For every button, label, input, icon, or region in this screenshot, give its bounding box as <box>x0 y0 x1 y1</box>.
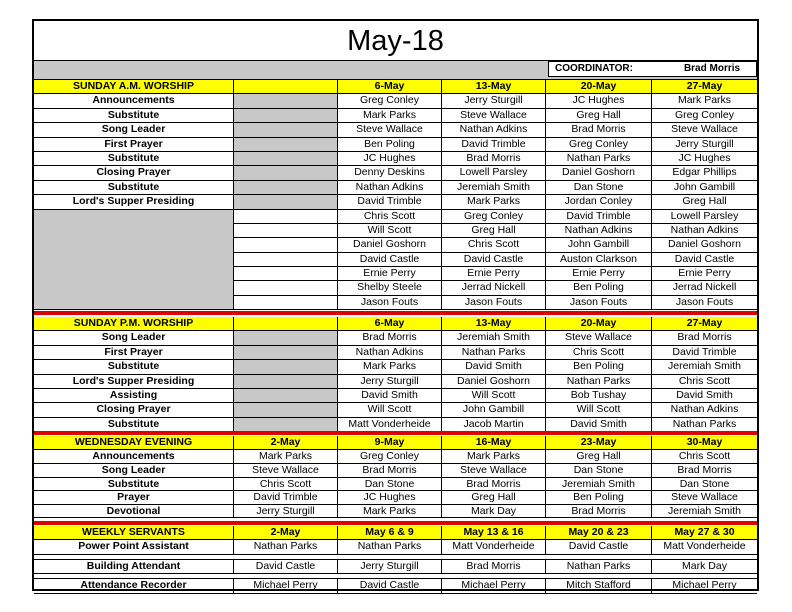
assignee-cell: Nathan Adkins <box>338 181 442 195</box>
server-cell: David Castle <box>652 253 757 267</box>
assignee-cell: John Gambill <box>652 181 757 195</box>
section-title: SUNDAY A.M. WORSHIP <box>34 80 234 94</box>
server-cell: Nathan Adkins <box>546 224 652 238</box>
assignee-cell: Nathan Parks <box>234 540 338 554</box>
server-cell: Jason Fouts <box>546 296 652 310</box>
empty-cell <box>234 138 338 152</box>
assignee-cell: Greg Hall <box>546 450 652 464</box>
table-row <box>34 505 757 519</box>
assignee-cell: David Smith <box>338 389 442 403</box>
assignee-cell: JC Hughes <box>652 152 757 166</box>
role-label: Substitute <box>34 418 234 432</box>
assignee-cell: Nathan Parks <box>442 346 546 360</box>
empty-cell <box>234 296 338 310</box>
date-header <box>234 80 338 94</box>
assignee-cell: Chris Scott <box>234 478 338 492</box>
assignee-cell: Ben Poling <box>546 491 652 505</box>
role-label: Substitute <box>34 360 234 374</box>
role-label: Power Point Assistant <box>34 540 234 554</box>
assignee-cell: Mark Parks <box>442 195 546 209</box>
role-label: Lord's Supper Presiding <box>34 195 234 209</box>
assignee-cell: Chris Scott <box>652 375 757 389</box>
assignee-cell: Michael Perry <box>234 579 338 593</box>
assignee-cell: Mitch Stafford <box>546 579 652 593</box>
server-cell: Ernie Perry <box>652 267 757 281</box>
section-header-row <box>34 526 757 540</box>
empty-cell <box>234 123 338 137</box>
assignee-cell: Jeremiah Smith <box>442 331 546 345</box>
assignee-cell: David Smith <box>652 389 757 403</box>
role-label: Prayer <box>34 491 234 505</box>
empty-cell <box>234 253 338 267</box>
assignee-cell: Daniel Goshorn <box>442 375 546 389</box>
assignee-cell: Lowell Parsley <box>442 166 546 180</box>
assignee-cell: Matt Vonderheide <box>442 540 546 554</box>
role-label: Announcements <box>34 450 234 464</box>
assignee-cell: Steve Wallace <box>652 123 757 137</box>
assignee-cell: Nathan Parks <box>338 540 442 554</box>
table-row <box>34 195 757 209</box>
date-header: May 27 & 30 <box>652 526 757 540</box>
assignee-cell: Jordan Conley <box>546 195 652 209</box>
assignee-cell: Greg Conley <box>546 138 652 152</box>
role-label: Substitute <box>34 109 234 123</box>
server-cell: Ernie Perry <box>338 267 442 281</box>
empty-cell <box>234 181 338 195</box>
role-label: First Prayer <box>34 346 234 360</box>
table-row <box>34 346 757 360</box>
section-title: WEEKLY SERVANTS <box>34 526 234 540</box>
assignee-cell: Brad Morris <box>442 152 546 166</box>
assignee-cell: Greg Conley <box>652 109 757 123</box>
role-label: Song Leader <box>34 464 234 478</box>
server-cell: Daniel Goshorn <box>338 238 442 252</box>
role-label: Lord's Supper Presiding <box>34 375 234 389</box>
date-header: May 13 & 16 <box>442 526 546 540</box>
server-cell: Will Scott <box>338 224 442 238</box>
assignee-cell: Michael Perry <box>442 579 546 593</box>
role-label: First Prayer <box>34 138 234 152</box>
assignee-cell: Ben Poling <box>338 138 442 152</box>
schedule-sheet <box>32 19 759 591</box>
wednesday-section <box>34 436 757 518</box>
server-row <box>234 296 757 310</box>
section-divider <box>34 521 757 525</box>
assignee-cell: Matt Vonderheide <box>652 540 757 554</box>
assignee-cell: Brad Morris <box>338 464 442 478</box>
section-divider <box>34 311 757 315</box>
assignee-cell: Chris Scott <box>652 450 757 464</box>
assignee-cell: Steve Wallace <box>338 123 442 137</box>
assignee-cell: Will Scott <box>442 389 546 403</box>
date-header: 16-May <box>442 436 546 450</box>
empty-cell <box>234 94 338 108</box>
table-row <box>34 166 757 180</box>
assignee-cell: Mark Parks <box>338 360 442 374</box>
weekly-servants-section <box>34 526 757 594</box>
assignee-cell: Mark Parks <box>652 94 757 108</box>
assignee-cell: Nathan Parks <box>652 418 757 432</box>
empty-cell <box>234 238 338 252</box>
server-row <box>234 238 757 252</box>
date-header: 20-May <box>546 317 652 331</box>
assignee-cell: Mark Parks <box>234 450 338 464</box>
section-title: WEDNESDAY EVENING <box>34 436 234 450</box>
empty-cell <box>234 224 338 238</box>
assignee-cell: David Trimble <box>652 346 757 360</box>
sunday-am-section <box>34 80 757 310</box>
assignee-cell: Greg Hall <box>442 491 546 505</box>
assignee-cell: Dan Stone <box>338 478 442 492</box>
date-header: 6-May <box>338 317 442 331</box>
assignee-cell: Dan Stone <box>652 478 757 492</box>
role-label: Building Attendant <box>34 560 234 574</box>
assignee-cell: Mark Day <box>442 505 546 519</box>
date-header: 2-May <box>234 526 338 540</box>
role-label: Substitute <box>34 152 234 166</box>
date-header: May 6 & 9 <box>338 526 442 540</box>
server-row <box>234 253 757 267</box>
assignee-cell: Chris Scott <box>546 346 652 360</box>
assignee-cell: Brad Morris <box>546 123 652 137</box>
assignee-cell: Brad Morris <box>652 464 757 478</box>
assignee-cell: Jerry Sturgill <box>442 94 546 108</box>
assignee-cell: Jerry Sturgill <box>234 505 338 519</box>
assignee-cell: Mark Parks <box>338 109 442 123</box>
assignee-cell: Michael Perry <box>652 579 757 593</box>
server-cell: Shelby Steele <box>338 281 442 295</box>
server-cell: Daniel Goshorn <box>652 238 757 252</box>
role-label: Song Leader <box>34 331 234 345</box>
server-cell: Ernie Perry <box>546 267 652 281</box>
table-row <box>34 540 757 554</box>
assignee-cell: Steve Wallace <box>546 331 652 345</box>
servers-block <box>34 210 757 311</box>
section-header-row <box>34 317 757 331</box>
server-cell: David Castle <box>338 253 442 267</box>
assignee-cell: Jerry Sturgill <box>338 560 442 574</box>
assignee-cell: David Trimble <box>338 195 442 209</box>
assignee-cell: Jeremiah Smith <box>546 478 652 492</box>
assignee-cell: Dan Stone <box>546 464 652 478</box>
assignee-cell: Brad Morris <box>442 560 546 574</box>
empty-cell <box>234 109 338 123</box>
assignee-cell: Jeremiah Smith <box>652 360 757 374</box>
assignee-cell: Brad Morris <box>546 505 652 519</box>
table-row <box>34 181 757 195</box>
date-header: 2-May <box>234 436 338 450</box>
date-header: May 20 & 23 <box>546 526 652 540</box>
empty-cell <box>234 195 338 209</box>
server-cell: Jason Fouts <box>338 296 442 310</box>
assignee-cell: Mark Parks <box>338 505 442 519</box>
section-divider <box>34 431 757 435</box>
coordinator-label: COORDINATOR: <box>555 63 633 74</box>
empty-cell <box>234 375 338 389</box>
assignee-cell: Dan Stone <box>546 181 652 195</box>
assignee-cell: David Trimble <box>442 138 546 152</box>
assignee-cell: Jerry Sturgill <box>338 375 442 389</box>
assignee-cell: Greg Conley <box>338 450 442 464</box>
server-cell: Jason Fouts <box>442 296 546 310</box>
empty-cell <box>234 403 338 417</box>
table-row <box>34 560 757 574</box>
assignee-cell: Steve Wallace <box>442 109 546 123</box>
date-header: 9-May <box>338 436 442 450</box>
role-label: Announcements <box>34 94 234 108</box>
assignee-cell: Bob Tushay <box>546 389 652 403</box>
assignee-cell: Brad Morris <box>652 331 757 345</box>
assignee-cell: Greg Hall <box>652 195 757 209</box>
server-cell: Jerrad Nickell <box>652 281 757 295</box>
role-label: Attendance Recorder <box>34 579 234 593</box>
assignee-cell: David Smith <box>546 418 652 432</box>
table-row <box>34 375 757 389</box>
table-row <box>34 109 757 123</box>
empty-cell <box>234 152 338 166</box>
table-row <box>34 450 757 464</box>
assignee-cell: John Gambill <box>442 403 546 417</box>
server-cell: David Castle <box>442 253 546 267</box>
assignee-cell: Daniel Goshorn <box>546 166 652 180</box>
table-row <box>34 360 757 374</box>
table-row <box>34 331 757 345</box>
server-row <box>234 224 757 238</box>
assignee-cell: Jeremiah Smith <box>652 505 757 519</box>
assignee-cell: Denny Deskins <box>338 166 442 180</box>
section-header-row <box>34 80 757 94</box>
empty-cell <box>234 346 338 360</box>
assignee-cell: Nathan Parks <box>546 375 652 389</box>
table-row <box>34 491 757 505</box>
empty-cell <box>234 331 338 345</box>
assignee-cell: David Castle <box>546 540 652 554</box>
server-cell: Lowell Parsley <box>652 210 757 224</box>
page-title: May-18 <box>34 21 757 61</box>
coordinator-band <box>34 61 757 80</box>
table-row <box>34 403 757 417</box>
assignee-cell: David Smith <box>442 360 546 374</box>
assignee-cell: David Castle <box>234 560 338 574</box>
assignee-cell: Ben Poling <box>546 360 652 374</box>
server-cell: Nathan Adkins <box>652 224 757 238</box>
assignee-cell: Mark Day <box>652 560 757 574</box>
assignee-cell: JC Hughes <box>338 152 442 166</box>
server-cell: Jerrad Nickell <box>442 281 546 295</box>
table-row <box>34 389 757 403</box>
date-header: 27-May <box>652 80 757 94</box>
server-cell: Chris Scott <box>442 238 546 252</box>
assignee-cell: Nathan Parks <box>546 152 652 166</box>
coordinator-box <box>548 61 757 77</box>
empty-cell <box>234 166 338 180</box>
server-cell: David Trimble <box>546 210 652 224</box>
role-label: Substitute <box>34 478 234 492</box>
date-header: 13-May <box>442 80 546 94</box>
role-label: Song Leader <box>34 123 234 137</box>
role-label: Assisting <box>34 389 234 403</box>
assignee-cell: Mark Parks <box>442 450 546 464</box>
server-row <box>234 210 757 224</box>
assignee-cell: Matt Vonderheide <box>338 418 442 432</box>
table-row <box>34 123 757 137</box>
sunday-pm-section <box>34 317 757 432</box>
server-cell: Jason Fouts <box>652 296 757 310</box>
assignee-cell: David Trimble <box>234 491 338 505</box>
empty-cell <box>234 281 338 295</box>
assignee-cell: Nathan Adkins <box>338 346 442 360</box>
role-label: Devotional <box>34 505 234 519</box>
table-row <box>34 152 757 166</box>
assignee-cell: Nathan Adkins <box>442 123 546 137</box>
assignee-cell: JC Hughes <box>546 94 652 108</box>
empty-cell <box>234 418 338 432</box>
date-header: 27-May <box>652 317 757 331</box>
assignee-cell: JC Hughes <box>338 491 442 505</box>
date-header: 23-May <box>546 436 652 450</box>
assignee-cell: Will Scott <box>338 403 442 417</box>
empty-cell <box>234 267 338 281</box>
server-cell: Auston Clarkson <box>546 253 652 267</box>
assignee-cell: Nathan Parks <box>546 560 652 574</box>
server-cell: Ernie Perry <box>442 267 546 281</box>
assignee-cell: Jerry Sturgill <box>652 138 757 152</box>
table-row <box>34 94 757 108</box>
empty-cell <box>234 360 338 374</box>
server-cell: John Gambill <box>546 238 652 252</box>
assignee-cell: Steve Wallace <box>234 464 338 478</box>
coordinator-name: Brad Morris <box>683 63 741 74</box>
assignee-cell: Brad Morris <box>442 478 546 492</box>
assignee-cell: Brad Morris <box>338 331 442 345</box>
table-row <box>34 579 757 593</box>
server-cell: Greg Conley <box>442 210 546 224</box>
assignee-cell: Nathan Adkins <box>652 403 757 417</box>
servers-gray-area <box>34 210 234 311</box>
role-label: Closing Prayer <box>34 166 234 180</box>
table-row <box>34 464 757 478</box>
server-cell: Greg Hall <box>442 224 546 238</box>
section-title: SUNDAY P.M. WORSHIP <box>34 317 234 331</box>
server-cell: Chris Scott <box>338 210 442 224</box>
date-header: 13-May <box>442 317 546 331</box>
assignee-cell: Greg Conley <box>338 94 442 108</box>
assignee-cell: Steve Wallace <box>652 491 757 505</box>
assignee-cell: Edgar Phillips <box>652 166 757 180</box>
assignee-cell: Will Scott <box>546 403 652 417</box>
server-row <box>234 281 757 295</box>
table-row <box>34 478 757 492</box>
role-label: Substitute <box>34 181 234 195</box>
role-label: Closing Prayer <box>34 403 234 417</box>
date-header: 20-May <box>546 80 652 94</box>
assignee-cell: Steve Wallace <box>442 464 546 478</box>
section-header-row <box>34 436 757 450</box>
table-row <box>34 418 757 432</box>
empty-cell <box>234 210 338 224</box>
assignee-cell: David Castle <box>338 579 442 593</box>
assignee-cell: Greg Hall <box>546 109 652 123</box>
empty-cell <box>234 389 338 403</box>
date-header <box>234 317 338 331</box>
server-row <box>234 267 757 281</box>
assignee-cell: Jeremiah Smith <box>442 181 546 195</box>
assignee-cell: Jacob Martin <box>442 418 546 432</box>
server-cell: Ben Poling <box>546 281 652 295</box>
table-row <box>34 138 757 152</box>
date-header: 6-May <box>338 80 442 94</box>
date-header: 30-May <box>652 436 757 450</box>
